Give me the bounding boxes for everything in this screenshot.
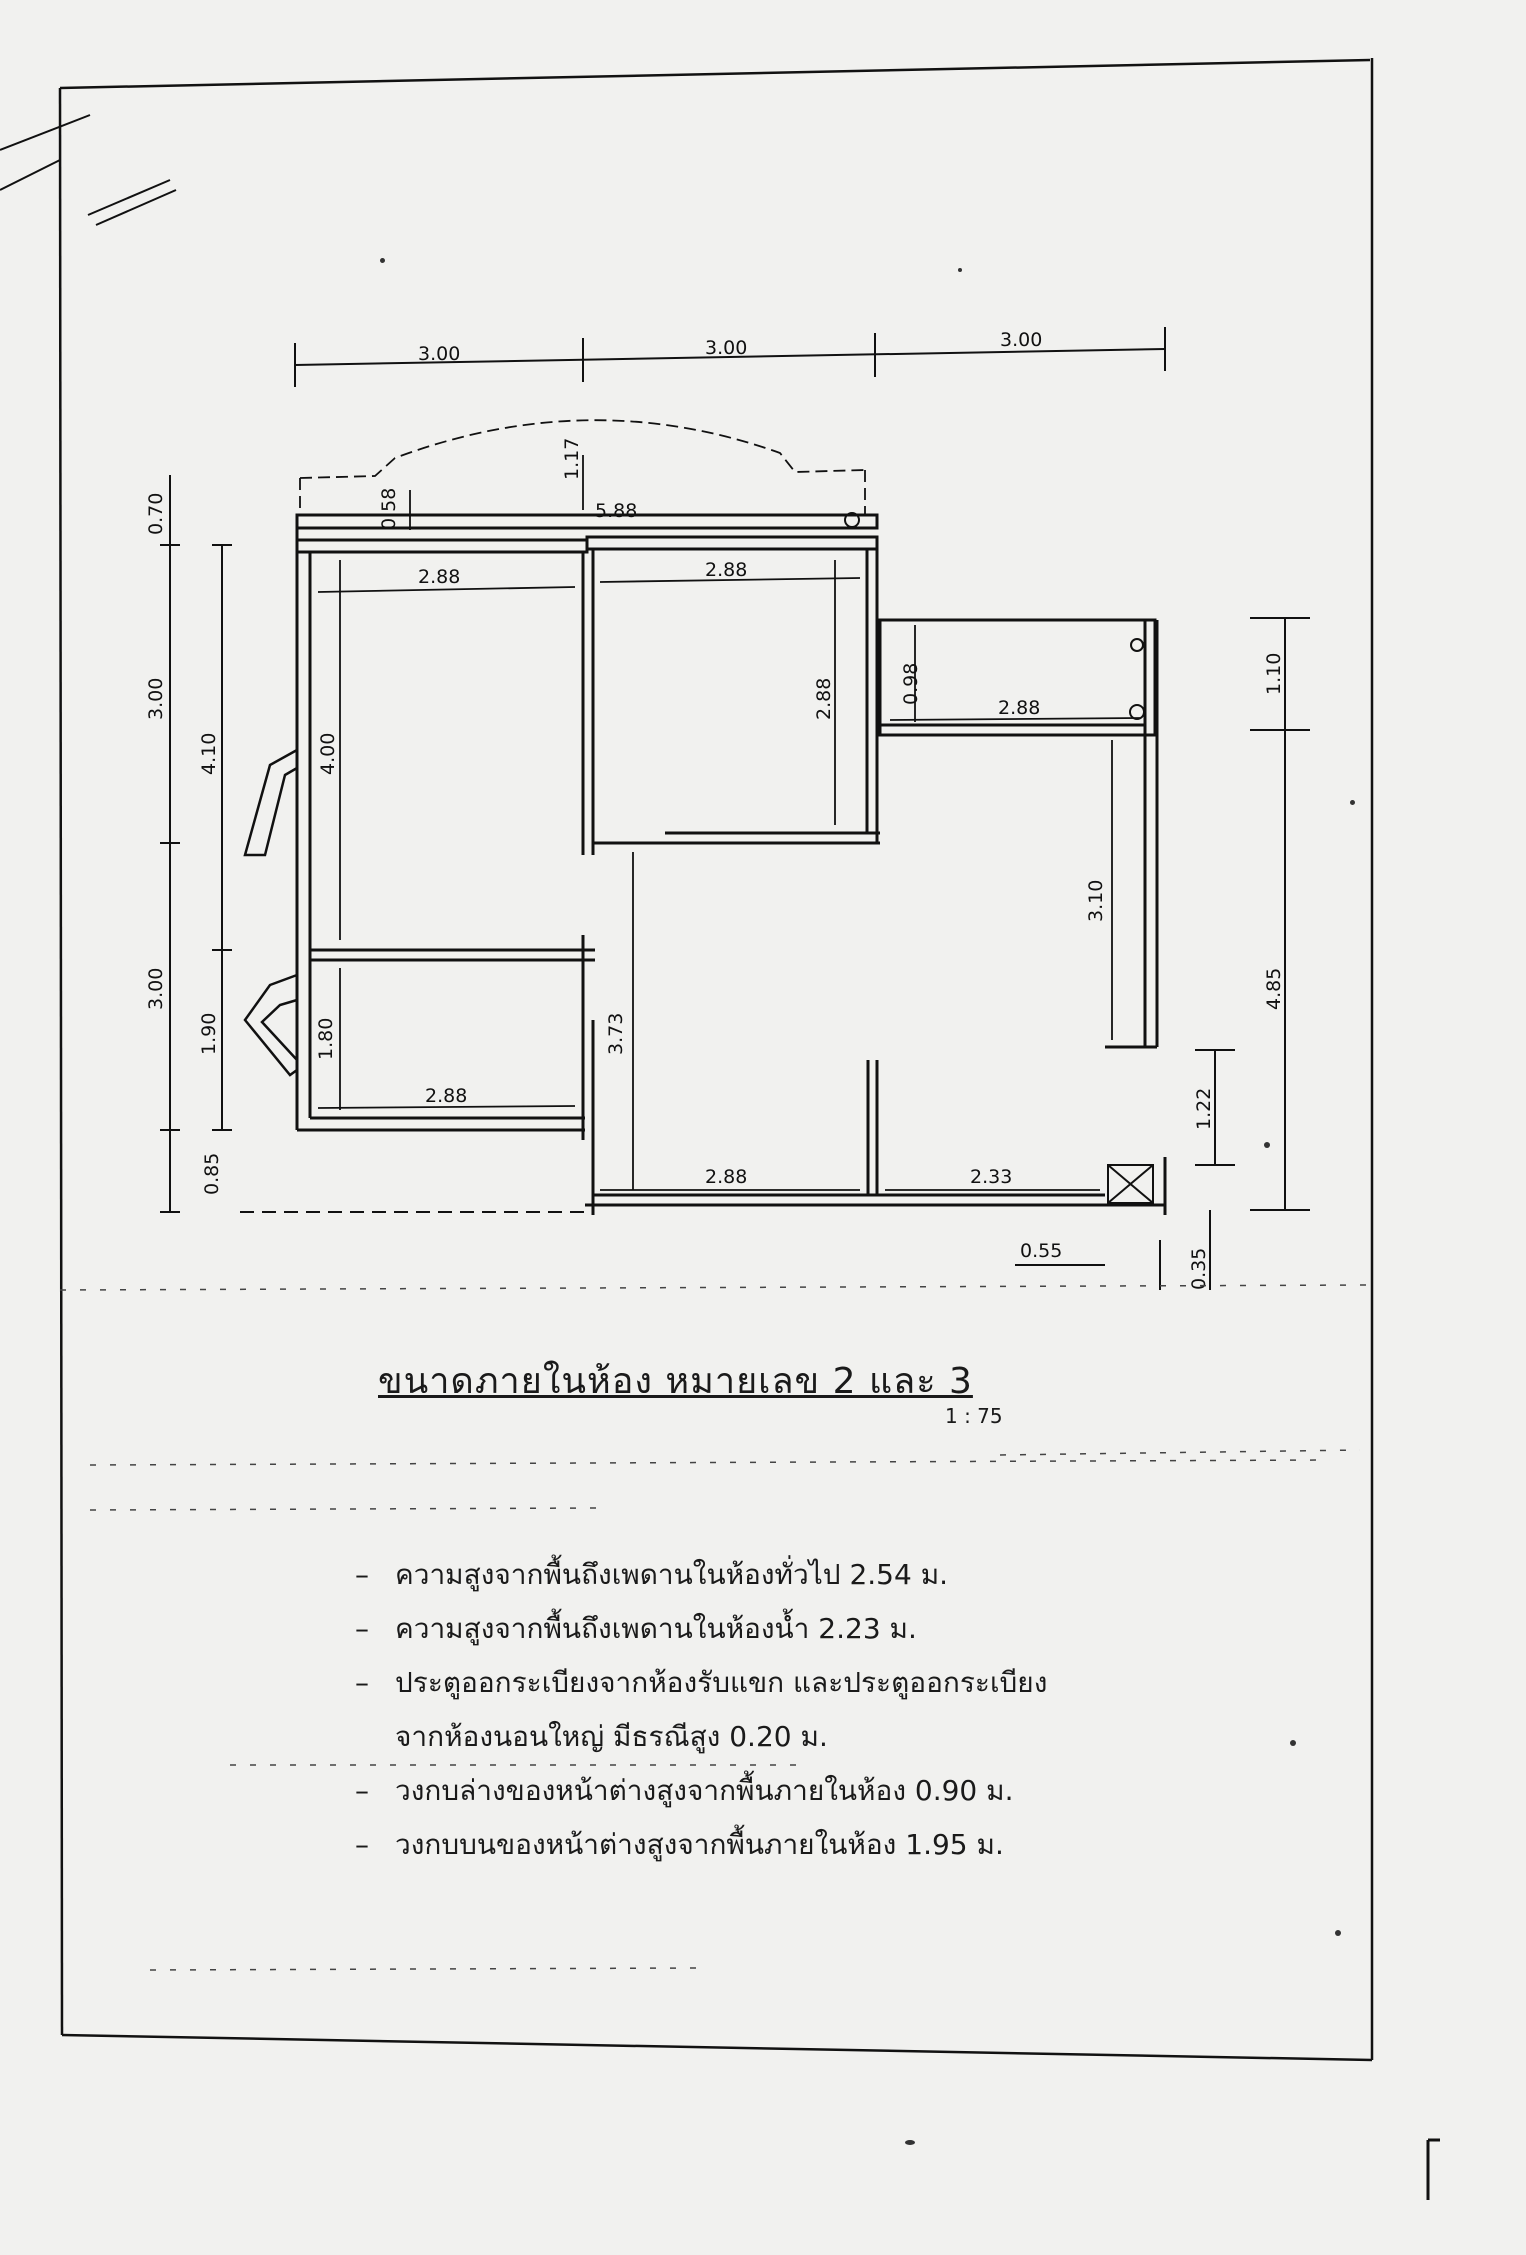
dim-top-2: 3.00	[705, 337, 748, 359]
dim-left-inner-1: 4.10	[198, 732, 220, 775]
dim-room3-width: 2.88	[425, 1085, 468, 1107]
note-item-continuation: จากห้องนอนใหญ่ มีธรณีสูง 0.20 ม.	[395, 1720, 828, 1753]
dim-balcony-width: 5.88	[595, 500, 638, 522]
dim-left-inner-2: 1.90	[198, 1012, 220, 1055]
dim-right-3: 1.22	[1193, 1087, 1215, 1130]
speck	[905, 2140, 915, 2145]
dim-bottom-2: 0.35	[1188, 1247, 1210, 1290]
dim-top-1: 3.00	[418, 343, 461, 365]
dim-bottom-1: 0.55	[1020, 1240, 1063, 1262]
note-item: – วงกบบนของหน้าต่างสูงจากพื้นภายในห้อง 1.95 ม.	[355, 1818, 1047, 1872]
dim-right-2: 4.85	[1263, 967, 1285, 1010]
speck	[958, 268, 962, 272]
corner-marks	[0, 115, 176, 225]
speck	[1264, 1142, 1270, 1148]
dim-arch-height: 1.17	[561, 437, 583, 480]
speck	[1290, 1740, 1296, 1746]
dim-balcony-depth: 0.58	[378, 487, 400, 530]
note-item: – ความสูงจากพื้นถึงเพดานในห้องน้ำ 2.23 ม.	[355, 1602, 1047, 1656]
dim-bath-depth: 0.98	[900, 662, 922, 705]
dim-bath-width: 2.88	[998, 697, 1041, 719]
drawing-scale: 1 : 75	[945, 1404, 1003, 1428]
drawing-title: ขนาดภายในห้อง หมายเลข 2 และ 3	[378, 1361, 973, 1402]
dim-kitchen-width: 2.33	[970, 1166, 1013, 1188]
dim-top-3: 3.00	[1000, 329, 1043, 351]
dim-room1-width: 2.88	[418, 566, 461, 588]
dim-right-1: 1.10	[1263, 652, 1285, 695]
note-item: – ความสูงจากพื้นถึงเพดานในห้องทั่วไป 2.54 ม.	[355, 1548, 1047, 1602]
fixtures	[845, 513, 1153, 1203]
dim-left-3b: 3.00	[145, 967, 167, 1010]
walls	[297, 515, 1165, 1215]
bay-windows	[245, 750, 297, 1075]
dim-right-depth: 3.10	[1085, 879, 1107, 922]
dim-left-top: 0.70	[145, 492, 167, 535]
dim-room2-depth: 2.88	[813, 677, 835, 720]
speck	[1350, 800, 1355, 805]
notes-list	[355, 1548, 1047, 1872]
dim-room1-depth: 4.00	[317, 732, 339, 775]
note-item: – วงกบล่างของหน้าต่างสูงจากพื้นภายในห้อง 0.90 ม.	[355, 1764, 1047, 1818]
speck	[1335, 1930, 1341, 1936]
dim-living-depth: 3.73	[605, 1012, 627, 1055]
dimension-lines	[160, 327, 1310, 1290]
dim-left-3a: 3.00	[145, 677, 167, 720]
note-item: – ประตูออกระเบียงจากห้องรับแขก และประตูออกระเบียง	[355, 1656, 1047, 1710]
dim-room2-width: 2.88	[705, 559, 748, 581]
dim-left-bottom: 0.85	[201, 1152, 223, 1195]
speck	[380, 258, 385, 263]
dim-living-width: 2.88	[705, 1166, 748, 1188]
dimension-labels	[145, 329, 1285, 1290]
dim-room3-depth: 1.80	[315, 1017, 337, 1060]
